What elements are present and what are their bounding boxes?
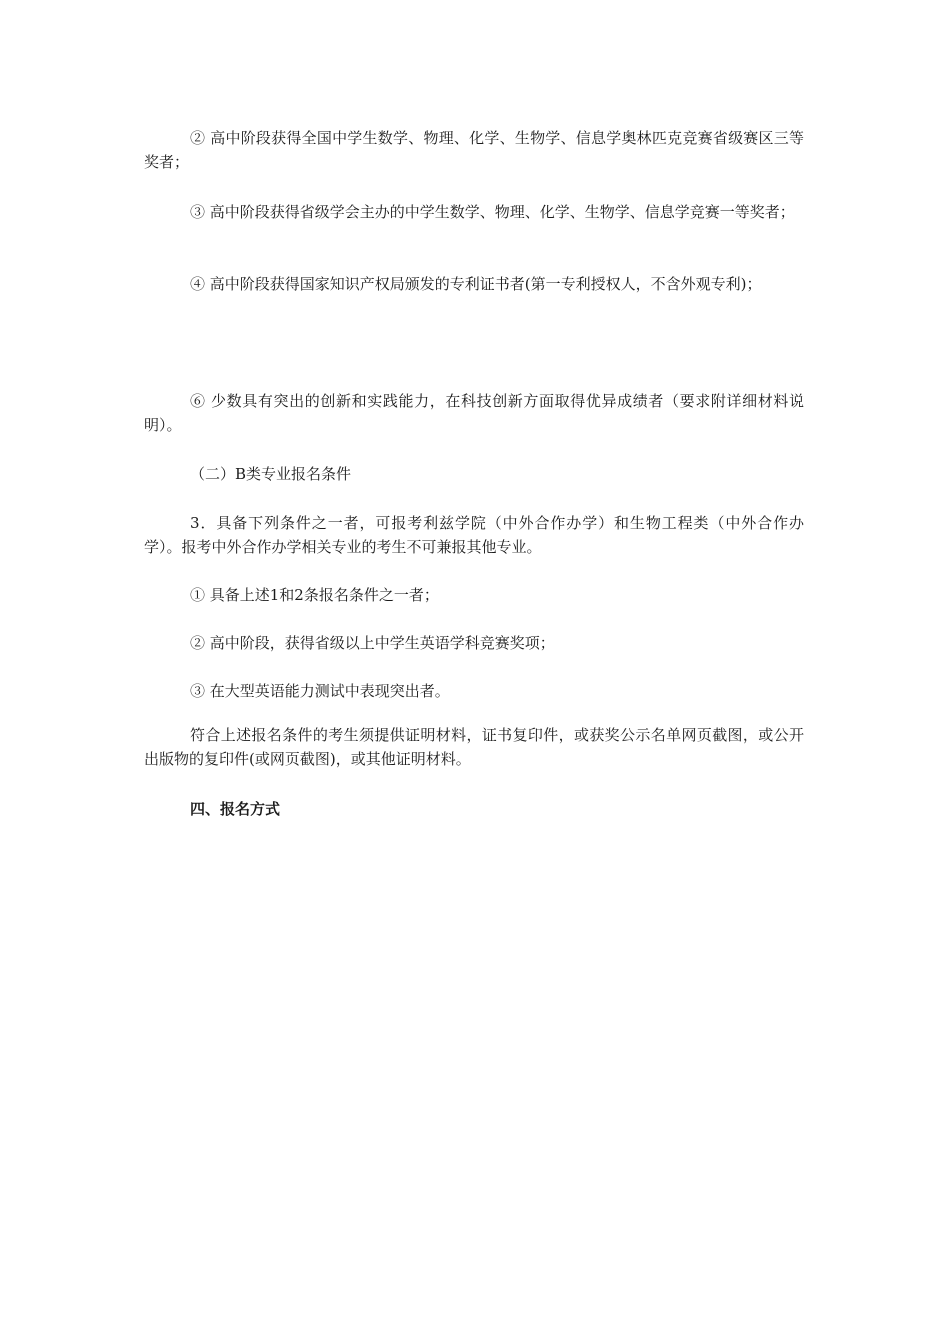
paragraph-item-3-provincial-competition: ③ 高中阶段获得省级学会主办的中学生数学、物理、化学、生物学、信息学竞赛一等奖者； (190, 203, 795, 221)
paragraph-b-item-2: ② 高中阶段，获得省级以上中学生英语学科竞赛奖项； (190, 634, 555, 652)
paragraph-item-2-national-olympiad: ② 高中阶段获得全国中学生数学、物理、化学、生物学、信息学奥林匹克竞赛省级赛区三等奖者； (144, 129, 804, 171)
paragraph-item-6-innovation: ⑥ 少数具有突出的创新和实践能力，在科技创新方面取得优异成绩者（要求附详细材料说明）。 (144, 392, 804, 434)
paragraph-proof-materials: 符合上述报名条件的考生须提供证明材料，证书复印件，或获奖公示名单网页截图，或公开出版物的复印件(或网页截图)，或其他证明材料。 (144, 726, 804, 768)
section-heading-registration-method: 四、报名方式 (190, 800, 281, 818)
paragraph-item-4-patent: ④ 高中阶段获得国家知识产权局颁发的专利证书者(第一专利授权人，不含外观专利)； (190, 275, 762, 293)
subsection-b-category-conditions: （二）B类专业报名条件 (190, 465, 352, 483)
paragraph-b-item-1: ① 具备上述1和2条报名条件之一者； (190, 586, 439, 604)
paragraph-condition-3: 3．具备下列条件之一者，可报考利兹学院（中外合作办学）和生物工程类（中外合作办学）。报考中外合作办学相关专业的考生不可兼报其他专业。 (144, 514, 804, 556)
paragraph-b-item-3: ③ 在大型英语能力测试中表现突出者。 (190, 682, 450, 700)
